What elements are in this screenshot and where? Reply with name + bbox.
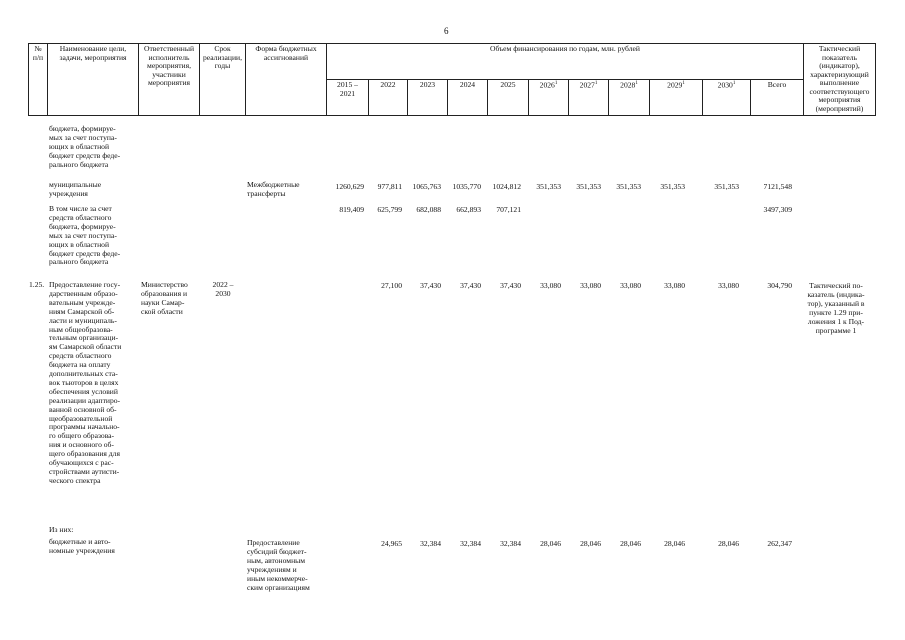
value-cell: 662,893 xyxy=(456,205,481,214)
header-col-indicator: Тактический показатель (индикатор), характеризующий выполнение соответствующего мероприятия (мероприятий) xyxy=(804,44,876,116)
value-cell: 304,790 xyxy=(767,281,792,290)
year-header: 2028$^1$ xyxy=(609,80,650,116)
value-cell: 28,046 xyxy=(540,539,561,548)
executor-line: Министерство xyxy=(141,280,188,289)
indicator-line: тор), указанный в xyxy=(807,298,865,308)
row-name-line: ванной основной об- xyxy=(49,404,117,414)
year-header: Всего xyxy=(751,80,804,116)
indicator-line: Тактический по- xyxy=(809,281,863,290)
value-cell: 24,965 xyxy=(381,539,402,548)
row-name-line: ющих в областной xyxy=(49,141,110,151)
header-col-num: № п/п xyxy=(29,44,48,116)
row-name-line: ческого спектра xyxy=(49,475,101,485)
year-header: 2027$^1$ xyxy=(569,80,609,116)
value-cell: 707,121 xyxy=(496,205,521,214)
form-line: субсидий бюджет- xyxy=(247,546,307,556)
year-header: 2024 xyxy=(448,80,488,116)
form-line: учреждениям и xyxy=(247,564,297,574)
year-header: 2030$^1$ xyxy=(703,80,751,116)
year-header: 2026$^1$ xyxy=(529,80,569,116)
header-col-term: Срок реализации, годы xyxy=(200,44,246,116)
row-name-line: обучающихся с рас- xyxy=(49,458,114,467)
value-cell: 351,353 xyxy=(714,182,739,191)
form-line: трансферты xyxy=(247,188,286,198)
row-name-line: Предоставление госу- xyxy=(49,280,121,289)
row-name-line: бюджета, формируе- xyxy=(49,124,116,133)
form-line: ским организациям xyxy=(247,582,310,592)
value-cell: 27,100 xyxy=(381,281,402,290)
year-header: 2015 – 2021 xyxy=(327,80,369,116)
value-cell: 32,384 xyxy=(420,539,441,548)
value-cell: 351,353 xyxy=(660,182,685,191)
value-cell: 351,353 xyxy=(536,182,561,191)
value-cell: 262,347 xyxy=(767,539,792,548)
value-cell: 28,046 xyxy=(580,539,601,548)
form-line: ным, автономным xyxy=(247,555,306,565)
row-name-line: дарственным образо- xyxy=(49,288,118,298)
value-cell: 3497,309 xyxy=(763,205,792,214)
form-line: Предоставление xyxy=(247,538,300,547)
row-name-line: средств областного xyxy=(49,212,112,222)
row-name-line: мых за счет поступа- xyxy=(49,132,117,142)
executor-line: ской области xyxy=(141,306,183,316)
row-name-line: щеобразовательной xyxy=(49,413,113,423)
value-cell: 32,384 xyxy=(500,539,521,548)
executor-line: образования и xyxy=(141,288,188,298)
year-header: 2022 xyxy=(369,80,408,116)
row-name-line: тельным организаци- xyxy=(49,333,119,343)
executor-line: науки Самар- xyxy=(141,297,185,307)
value-cell: 28,046 xyxy=(620,539,641,548)
value-cell: 32,384 xyxy=(460,539,481,548)
header-col-exec: Ответственный исполнитель мероприятия, участники мероприятия xyxy=(139,44,200,116)
row-name-line: средств областного xyxy=(49,351,112,361)
indicator-line: казатель (индика- xyxy=(807,289,865,299)
value-cell: 351,353 xyxy=(616,182,641,191)
year-header: 2023 xyxy=(408,80,448,116)
header-col-form: Форма бюджетных ассигнований xyxy=(246,44,327,116)
value-cell: 33,080 xyxy=(580,281,601,290)
header-col-funding: Объем финансирования по годам, млн. рублей xyxy=(327,44,804,80)
row-name-line: реализации адаптиро- xyxy=(49,395,121,405)
value-cell: 1024,812 xyxy=(492,182,521,191)
row-name-line: ниям Самарской об- xyxy=(49,306,115,316)
year-header: 2025 xyxy=(488,80,529,116)
row-name-line: ния и основного об- xyxy=(49,440,114,450)
value-cell: 977,811 xyxy=(377,182,402,191)
row-name-line: номные учреждения xyxy=(49,545,115,555)
row-name-line: В том числе за счет xyxy=(49,204,112,213)
value-cell: 819,409 xyxy=(339,205,364,214)
value-cell: 33,080 xyxy=(620,281,641,290)
value-cell: 682,088 xyxy=(416,205,441,214)
row-name-line: муниципальные xyxy=(49,180,102,189)
row-name-line: ным общеобразова- xyxy=(49,324,113,334)
row-name-line: Из них: xyxy=(49,525,74,534)
value-cell: 33,080 xyxy=(718,281,739,290)
value-cell: 625,799 xyxy=(377,205,402,214)
row-name-line: бюджета на оплату xyxy=(49,360,111,370)
row-name-line: бюджет средств феде- xyxy=(49,248,121,258)
row-name-line: рального бюджета xyxy=(49,257,109,267)
term-line: 2022 – xyxy=(212,280,234,289)
row-name-line: обеспечения условий xyxy=(49,386,118,396)
row-name-line: ющих в областной xyxy=(49,239,110,249)
value-cell: 37,430 xyxy=(460,281,481,290)
year-header: 2029$^1$ xyxy=(650,80,703,116)
value-cell: 37,430 xyxy=(500,281,521,290)
table-header xyxy=(28,43,876,116)
page-number: 6 xyxy=(444,26,449,36)
row-name-line: бюджет средств феде- xyxy=(49,150,121,160)
row-name-line: ласти и муниципаль- xyxy=(49,315,117,325)
value-cell: 7121,548 xyxy=(763,182,792,191)
value-cell: 351,353 xyxy=(576,182,601,191)
value-cell: 1035,770 xyxy=(452,182,481,191)
form-line: иным некоммерче- xyxy=(247,573,308,583)
value-cell: 1260,629 xyxy=(335,182,364,191)
row-name-line: учреждения xyxy=(49,188,88,198)
row-name-line: мых за счет поступа- xyxy=(49,230,117,240)
row-name-line: дополнительных ста- xyxy=(49,369,118,378)
row-number: 1.25. xyxy=(29,280,45,289)
header-col-name: Наименование цели, задачи, мероприятия xyxy=(48,44,139,116)
row-name-line: щего образования для xyxy=(49,449,120,459)
value-cell: 33,080 xyxy=(540,281,561,290)
indicator-line: программе 1 xyxy=(815,325,857,335)
value-cell: 28,046 xyxy=(664,539,685,548)
value-cell: 33,080 xyxy=(664,281,685,290)
row-name-line: го общего образова- xyxy=(49,431,115,441)
row-name-line: стройствами аутисти- xyxy=(49,466,120,476)
indicator-line: пункте 1.29 при- xyxy=(809,307,863,317)
row-name-line: бюджетные и авто- xyxy=(49,537,111,546)
row-name-line: бюджета, формируе- xyxy=(49,221,116,231)
value-cell: 37,430 xyxy=(420,281,441,290)
indicator-line: ложения 1 к Под- xyxy=(807,316,865,326)
row-name-line: программы начально- xyxy=(49,422,120,432)
term-line: 2030 xyxy=(215,288,231,298)
row-name-line: вок тьюторов в целях xyxy=(49,377,119,387)
value-cell: 28,046 xyxy=(718,539,739,548)
row-name-line: вательным учрежде- xyxy=(49,297,116,307)
row-name-line: рального бюджета xyxy=(49,159,109,169)
row-name-line: ям Самарской области xyxy=(49,342,122,352)
value-cell: 1065,763 xyxy=(412,182,441,191)
form-line: Межбюджетные xyxy=(247,180,300,189)
